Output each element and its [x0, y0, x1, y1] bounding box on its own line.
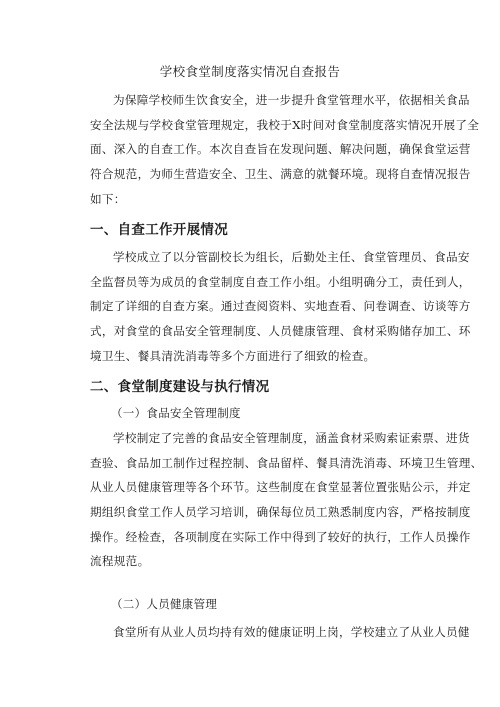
paragraph-line: 流程规范。	[90, 554, 150, 569]
subsection1-paragraph	[90, 426, 483, 574]
section1-paragraph	[90, 245, 471, 368]
section-heading-1: 一、自查工作开展情况	[90, 222, 228, 238]
paragraph-line: 期组织食堂工作人员学习培训，确保每位员工熟悉制度内容，严格按制度	[90, 505, 471, 520]
paragraph-line: 为保障学校师生饮食安全，进一步提升食堂管理水平，依据相关食品	[113, 93, 470, 107]
section-heading-2: 二、食堂制度建设与执行情况	[90, 379, 270, 395]
paragraph-line: 学校成立了以分管副校长为组长，后勤处主任、食堂管理员、食品安	[113, 250, 470, 264]
subsection-heading-1: （一）食品安全管理制度	[111, 406, 241, 420]
paragraph-line: 制定了详细的自查方案。通过查阅资料、实地查看、问卷调查、访谈等方	[90, 299, 471, 314]
paragraph-line: 安全法规与学校食堂管理规定，我校于X时间对食堂制度落实情况开展了全	[90, 117, 480, 132]
paragraph-line: 如下：	[90, 191, 126, 206]
paragraph-line: 式，对食堂的食品安全管理制度、人员健康管理、食材采购储存加工、环	[90, 324, 471, 339]
paragraph-line: 食堂所有从业人员均持有效的健康证明上岗，学校建立了从业人员健	[113, 625, 470, 639]
paragraph-line: 境卫生、餐具清洗消毒等多个方面进行了细致的检查。	[90, 348, 376, 363]
paragraph-line: 从业人员健康管理等各个环节。这些制度在食堂显著位置张贴公示，并定	[90, 480, 471, 495]
intro-paragraph	[90, 88, 480, 211]
paragraph-line: 查验、食品加工制作过程控制、食品留样、餐具清洗消毒、环境卫生管理、	[90, 455, 483, 470]
document-title: 学校食堂制度落实情况自查报告	[159, 64, 341, 79]
subsection-heading-2: （二）人员健康管理	[111, 597, 218, 611]
paragraph-line: 学校制定了完善的食品安全管理制度，涵盖食材采购索证索票、进货	[113, 431, 470, 445]
paragraph-line: 全监督员等为成员的食堂制度自查工作小组。小组明确分工，责任到人，	[90, 274, 471, 289]
paragraph-line: 符合规范，为师生营造安全、卫生、满意的就餐环境。现将自查情况报告	[90, 167, 471, 182]
paragraph-line: 操作。经检查，各项制度在实际工作中得到了较好的执行，工作人员操作	[90, 529, 471, 544]
subsection2-paragraph	[90, 620, 470, 645]
paragraph-line: 面、深入的自查工作。本次自查旨在发现问题、解决问题，确保食堂运营	[90, 142, 471, 157]
